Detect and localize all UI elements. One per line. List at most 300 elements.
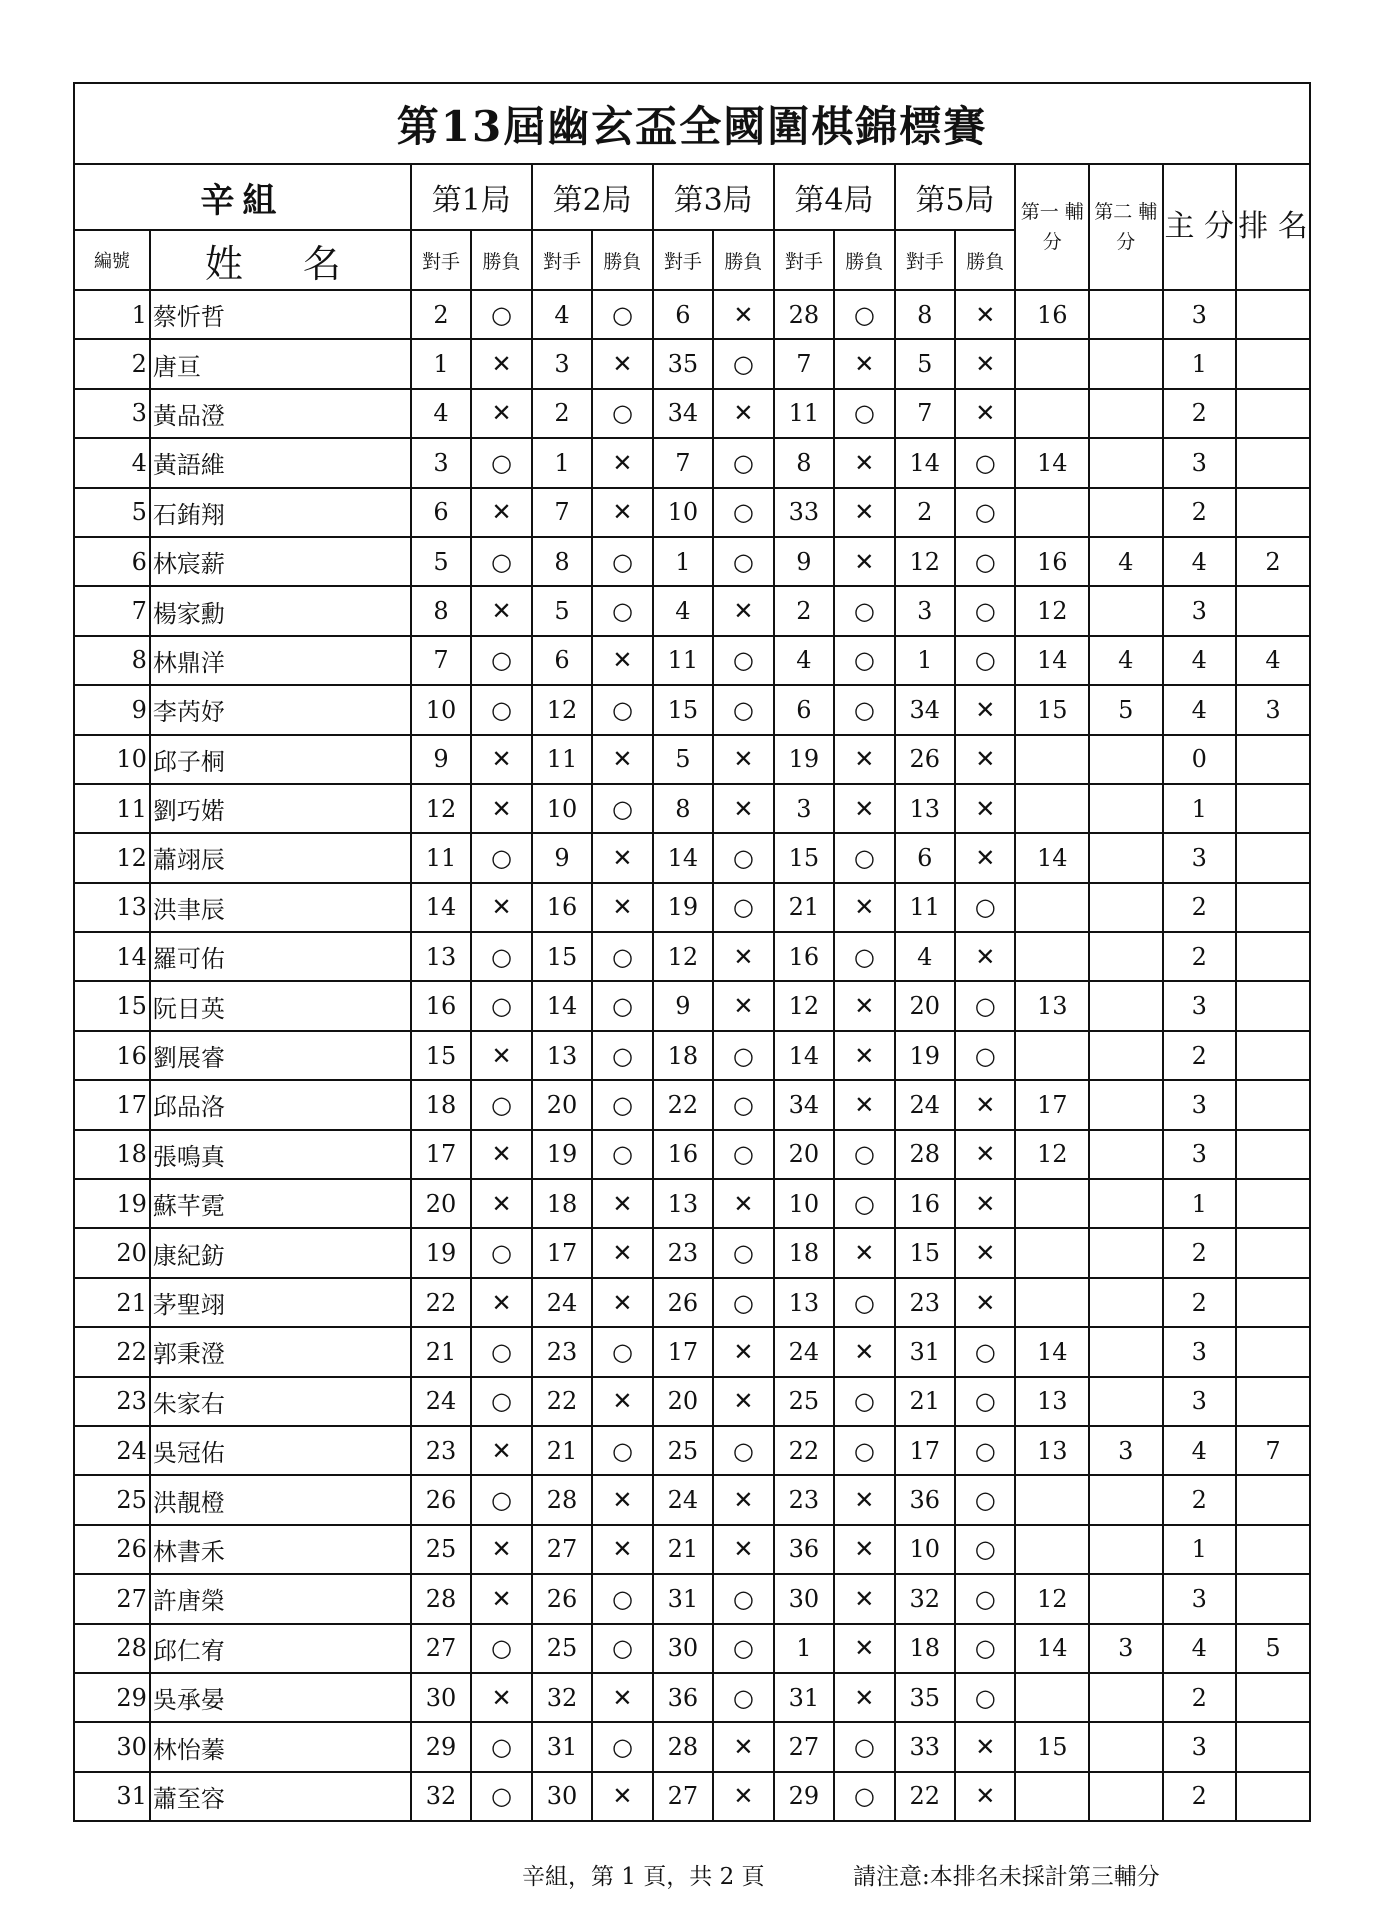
result-mark: ✕ <box>471 586 531 635</box>
table-row <box>74 537 1310 586</box>
result-mark: ✕ <box>592 438 652 487</box>
result-mark: ✕ <box>955 932 1015 981</box>
opponent-cell: 8 <box>411 586 471 635</box>
player-name: 吳承晏 <box>150 1673 411 1722</box>
main-score-cell: 1 <box>1163 1525 1237 1574</box>
player-number: 31 <box>74 1772 150 1821</box>
opponent-cell: 21 <box>774 883 834 932</box>
opponent-cell: 29 <box>774 1772 834 1821</box>
main-score-cell: 3 <box>1163 1130 1237 1179</box>
player-name: 羅可佑 <box>150 932 411 981</box>
aux2-cell <box>1089 1179 1163 1228</box>
opponent-cell: 16 <box>653 1130 713 1179</box>
opponent-cell: 6 <box>774 685 834 734</box>
aux1-cell: 15 <box>1015 1722 1089 1771</box>
result-mark: ○ <box>834 1772 894 1821</box>
result-mark: ○ <box>713 1031 773 1080</box>
name-header: 姓名 <box>150 230 411 290</box>
aux2-cell <box>1089 1475 1163 1524</box>
opponent-cell: 7 <box>774 339 834 388</box>
result-mark: ✕ <box>955 833 1015 882</box>
opponent-cell: 8 <box>774 438 834 487</box>
player-number: 11 <box>74 784 150 833</box>
player-number: 17 <box>74 1080 150 1129</box>
opponent-cell: 25 <box>532 1624 592 1673</box>
result-mark: ✕ <box>834 1673 894 1722</box>
opponent-cell: 22 <box>653 1080 713 1129</box>
result-mark: ✕ <box>955 1228 1015 1277</box>
opponent-cell: 15 <box>411 1031 471 1080</box>
aux1-cell: 12 <box>1015 586 1089 635</box>
table-row <box>74 883 1310 932</box>
opponent-cell: 36 <box>895 1475 955 1524</box>
opponent-cell: 3 <box>774 784 834 833</box>
result-mark: ✕ <box>955 1772 1015 1821</box>
rank-cell <box>1236 1080 1310 1129</box>
table-row <box>74 784 1310 833</box>
aux2-cell <box>1089 883 1163 932</box>
opponent-cell: 28 <box>411 1574 471 1623</box>
opponent-cell: 30 <box>774 1574 834 1623</box>
result-mark: ○ <box>834 636 894 685</box>
result-mark: ○ <box>471 1080 531 1129</box>
opponent-cell: 6 <box>411 488 471 537</box>
main-score-cell: 2 <box>1163 488 1237 537</box>
player-name: 阮日英 <box>150 981 411 1030</box>
result-mark: ✕ <box>834 1525 894 1574</box>
result-mark: ✕ <box>955 784 1015 833</box>
opponent-cell: 6 <box>532 636 592 685</box>
opponent-cell: 14 <box>774 1031 834 1080</box>
player-name: 蕭至容 <box>150 1772 411 1821</box>
player-number: 29 <box>74 1673 150 1722</box>
main-score-cell: 2 <box>1163 1673 1237 1722</box>
opponent-cell: 7 <box>895 389 955 438</box>
aux2-cell <box>1089 1772 1163 1821</box>
result-mark: ○ <box>834 1722 894 1771</box>
opponent-cell: 17 <box>895 1426 955 1475</box>
opponent-cell: 19 <box>411 1228 471 1277</box>
main-score-cell: 3 <box>1163 1080 1237 1129</box>
aux2-cell <box>1089 735 1163 784</box>
player-name: 張鳴真 <box>150 1130 411 1179</box>
player-name: 邱仁宥 <box>150 1624 411 1673</box>
result-mark: ○ <box>471 1772 531 1821</box>
result-mark: ○ <box>955 1574 1015 1623</box>
opponent-cell: 12 <box>895 537 955 586</box>
aux1-cell <box>1015 339 1089 388</box>
result-mark: ✕ <box>471 1673 531 1722</box>
aux1-cell <box>1015 1772 1089 1821</box>
opponent-cell: 25 <box>653 1426 713 1475</box>
result-mark: ○ <box>471 1228 531 1277</box>
rank-header: 排 名 <box>1236 164 1310 290</box>
result-mark: ✕ <box>713 1377 773 1426</box>
opponent-cell: 33 <box>895 1722 955 1771</box>
result-mark: ✕ <box>592 339 652 388</box>
result-mark: ○ <box>592 685 652 734</box>
result-mark: ✕ <box>713 1525 773 1574</box>
opponent-cell: 5 <box>895 339 955 388</box>
aux2-cell <box>1089 339 1163 388</box>
player-number: 14 <box>74 932 150 981</box>
rank-cell <box>1236 981 1310 1030</box>
opponent-cell: 33 <box>774 488 834 537</box>
result-mark: ○ <box>471 1722 531 1771</box>
player-number: 10 <box>74 735 150 784</box>
opponent-cell: 1 <box>411 339 471 388</box>
result-mark: ✕ <box>592 1475 652 1524</box>
opponent-cell: 15 <box>532 932 592 981</box>
opponent-cell: 28 <box>653 1722 713 1771</box>
result-mark: ✕ <box>955 1130 1015 1179</box>
main-score-cell: 3 <box>1163 290 1237 339</box>
result-mark: ✕ <box>471 1031 531 1080</box>
opponent-cell: 11 <box>411 833 471 882</box>
result-mark: ○ <box>713 883 773 932</box>
rank-cell <box>1236 1228 1310 1277</box>
opponent-cell: 13 <box>411 932 471 981</box>
aux1-cell: 14 <box>1015 438 1089 487</box>
player-name: 康紀鈁 <box>150 1228 411 1277</box>
table-row <box>74 1179 1310 1228</box>
rank-cell: 3 <box>1236 685 1310 734</box>
round-header: 第2局 <box>532 164 653 230</box>
player-number: 8 <box>74 636 150 685</box>
result-mark: ○ <box>955 586 1015 635</box>
main-score-cell: 3 <box>1163 438 1237 487</box>
result-mark: ○ <box>471 438 531 487</box>
opponent-cell: 30 <box>532 1772 592 1821</box>
player-number: 2 <box>74 339 150 388</box>
opponent-cell: 22 <box>411 1278 471 1327</box>
opponent-cell: 26 <box>895 735 955 784</box>
result-mark: ✕ <box>834 1574 894 1623</box>
aux1-cell <box>1015 389 1089 438</box>
result-mark: ✕ <box>834 1031 894 1080</box>
opponent-cell: 34 <box>653 389 713 438</box>
opponent-cell: 17 <box>532 1228 592 1277</box>
opponent-cell: 3 <box>411 438 471 487</box>
opponent-cell: 3 <box>532 339 592 388</box>
opponent-cell: 32 <box>895 1574 955 1623</box>
player-number: 15 <box>74 981 150 1030</box>
opponent-cell: 27 <box>411 1624 471 1673</box>
table-row <box>74 1080 1310 1129</box>
aux2-cell <box>1089 438 1163 487</box>
result-mark: ○ <box>955 488 1015 537</box>
aux1-cell: 17 <box>1015 1080 1089 1129</box>
result-mark: ✕ <box>834 1228 894 1277</box>
main-score-cell: 4 <box>1163 1624 1237 1673</box>
result-mark: ○ <box>592 1722 652 1771</box>
opponent-cell: 1 <box>532 438 592 487</box>
table-row <box>74 586 1310 635</box>
player-name: 洪靚橙 <box>150 1475 411 1524</box>
player-name: 林鼎洋 <box>150 636 411 685</box>
aux2-header: 第二 輔分 <box>1089 164 1163 290</box>
opponent-cell: 20 <box>411 1179 471 1228</box>
result-mark: ✕ <box>955 290 1015 339</box>
opponent-cell: 30 <box>411 1673 471 1722</box>
opponent-cell: 18 <box>895 1624 955 1673</box>
result-mark: ○ <box>955 1624 1015 1673</box>
result-mark: ✕ <box>713 735 773 784</box>
player-name: 蕭翊辰 <box>150 833 411 882</box>
result-mark: ✕ <box>471 1130 531 1179</box>
aux1-cell: 13 <box>1015 1377 1089 1426</box>
round-header: 第1局 <box>411 164 532 230</box>
result-mark: ○ <box>471 1475 531 1524</box>
opponent-cell: 7 <box>532 488 592 537</box>
result-mark: ○ <box>592 1327 652 1376</box>
result-mark: ○ <box>834 389 894 438</box>
result-mark: ○ <box>592 1031 652 1080</box>
opponent-cell: 10 <box>653 488 713 537</box>
main-score-cell: 4 <box>1163 685 1237 734</box>
opponent-cell: 26 <box>532 1574 592 1623</box>
result-mark: ○ <box>592 1624 652 1673</box>
result-mark: ○ <box>955 1475 1015 1524</box>
player-number: 24 <box>74 1426 150 1475</box>
player-number: 18 <box>74 1130 150 1179</box>
player-number: 23 <box>74 1377 150 1426</box>
opponent-cell: 35 <box>653 339 713 388</box>
aux2-cell <box>1089 1327 1163 1376</box>
opponent-cell: 11 <box>653 636 713 685</box>
aux2-cell <box>1089 1722 1163 1771</box>
player-number: 19 <box>74 1179 150 1228</box>
result-mark: ○ <box>713 685 773 734</box>
rank-cell <box>1236 586 1310 635</box>
aux2-cell <box>1089 1525 1163 1574</box>
opponent-cell: 35 <box>895 1673 955 1722</box>
table-row <box>74 1624 1310 1673</box>
rank-cell <box>1236 1574 1310 1623</box>
aux1-cell: 13 <box>1015 1426 1089 1475</box>
opponent-cell: 32 <box>532 1673 592 1722</box>
result-mark: ✕ <box>713 290 773 339</box>
player-number: 1 <box>74 290 150 339</box>
table-row <box>74 1475 1310 1524</box>
opponent-cell: 22 <box>532 1377 592 1426</box>
result-mark: ✕ <box>592 1228 652 1277</box>
opponent-cell: 16 <box>895 1179 955 1228</box>
player-number: 12 <box>74 833 150 882</box>
result-mark: ○ <box>955 1031 1015 1080</box>
aux2-cell: 5 <box>1089 685 1163 734</box>
opponent-header: 對手 <box>895 230 955 290</box>
opponent-cell: 21 <box>895 1377 955 1426</box>
opponent-cell: 4 <box>411 389 471 438</box>
result-mark: ○ <box>834 833 894 882</box>
rank-cell <box>1236 1525 1310 1574</box>
opponent-cell: 12 <box>532 685 592 734</box>
opponent-cell: 18 <box>774 1228 834 1277</box>
opponent-cell: 12 <box>774 981 834 1030</box>
result-header: 勝負 <box>955 230 1015 290</box>
ranking-note: 請注意:本排名未採計第三輔分 <box>853 1864 1160 1890</box>
group-label: 辛組 <box>74 164 411 230</box>
opponent-cell: 15 <box>653 685 713 734</box>
opponent-cell: 5 <box>653 735 713 784</box>
opponent-cell: 18 <box>653 1031 713 1080</box>
result-mark: ✕ <box>592 735 652 784</box>
result-mark: ○ <box>955 981 1015 1030</box>
opponent-cell: 14 <box>895 438 955 487</box>
aux1-cell <box>1015 1525 1089 1574</box>
rank-cell <box>1236 389 1310 438</box>
opponent-cell: 19 <box>774 735 834 784</box>
opponent-cell: 5 <box>532 586 592 635</box>
aux1-cell <box>1015 1179 1089 1228</box>
opponent-cell: 4 <box>653 586 713 635</box>
result-mark: ✕ <box>713 1772 773 1821</box>
main-score-cell: 4 <box>1163 1426 1237 1475</box>
result-mark: ✕ <box>592 1179 652 1228</box>
player-name: 劉展睿 <box>150 1031 411 1080</box>
opponent-cell: 28 <box>895 1130 955 1179</box>
result-mark: ✕ <box>955 685 1015 734</box>
opponent-cell: 4 <box>532 290 592 339</box>
opponent-cell: 32 <box>411 1772 471 1821</box>
result-mark: ✕ <box>834 883 894 932</box>
rank-cell <box>1236 1377 1310 1426</box>
opponent-cell: 10 <box>774 1179 834 1228</box>
opponent-cell: 10 <box>895 1525 955 1574</box>
opponent-cell: 8 <box>895 290 955 339</box>
player-name: 洪聿辰 <box>150 883 411 932</box>
result-mark: ○ <box>713 537 773 586</box>
results-sheet <box>73 82 1311 1822</box>
result-header: 勝負 <box>713 230 773 290</box>
table-row <box>74 1327 1310 1376</box>
result-mark: ✕ <box>592 1772 652 1821</box>
aux2-cell <box>1089 1080 1163 1129</box>
result-mark: ✕ <box>713 1327 773 1376</box>
opponent-header: 對手 <box>774 230 834 290</box>
aux2-cell: 3 <box>1089 1426 1163 1475</box>
aux1-cell: 12 <box>1015 1574 1089 1623</box>
rank-cell <box>1236 932 1310 981</box>
player-number: 26 <box>74 1525 150 1574</box>
result-mark: ○ <box>955 1673 1015 1722</box>
player-name: 朱家右 <box>150 1377 411 1426</box>
opponent-cell: 20 <box>895 981 955 1030</box>
opponent-cell: 9 <box>411 735 471 784</box>
aux1-header: 第一 輔分 <box>1015 164 1089 290</box>
result-mark: ✕ <box>471 1179 531 1228</box>
table-row <box>74 290 1310 339</box>
aux2-cell: 4 <box>1089 537 1163 586</box>
opponent-cell: 22 <box>895 1772 955 1821</box>
opponent-cell: 13 <box>774 1278 834 1327</box>
result-mark: ○ <box>592 1080 652 1129</box>
player-number: 3 <box>74 389 150 438</box>
opponent-cell: 17 <box>653 1327 713 1376</box>
aux1-cell <box>1015 488 1089 537</box>
main-score-cell: 1 <box>1163 784 1237 833</box>
result-mark: ○ <box>834 1179 894 1228</box>
opponent-cell: 6 <box>895 833 955 882</box>
aux1-cell: 14 <box>1015 833 1089 882</box>
result-mark: ✕ <box>713 784 773 833</box>
result-mark: ○ <box>834 1278 894 1327</box>
opponent-cell: 23 <box>774 1475 834 1524</box>
result-mark: ✕ <box>713 586 773 635</box>
result-mark: ✕ <box>834 537 894 586</box>
player-number: 30 <box>74 1722 150 1771</box>
aux1-cell: 14 <box>1015 1624 1089 1673</box>
opponent-cell: 23 <box>411 1426 471 1475</box>
aux2-cell <box>1089 586 1163 635</box>
player-name: 茅聖翊 <box>150 1278 411 1327</box>
opponent-cell: 18 <box>411 1080 471 1129</box>
opponent-cell: 20 <box>532 1080 592 1129</box>
result-mark: ✕ <box>834 735 894 784</box>
round-header: 第4局 <box>774 164 895 230</box>
player-number: 5 <box>74 488 150 537</box>
opponent-cell: 9 <box>653 981 713 1030</box>
opponent-cell: 7 <box>411 636 471 685</box>
result-mark: ○ <box>592 1426 652 1475</box>
opponent-cell: 28 <box>532 1475 592 1524</box>
result-mark: ○ <box>955 1327 1015 1376</box>
aux1-cell <box>1015 1278 1089 1327</box>
main-score-header: 主 分 <box>1163 164 1237 290</box>
main-score-cell: 3 <box>1163 981 1237 1030</box>
opponent-cell: 21 <box>653 1525 713 1574</box>
aux2-cell <box>1089 290 1163 339</box>
aux2-cell <box>1089 488 1163 537</box>
result-header: 勝負 <box>592 230 652 290</box>
result-mark: ○ <box>713 488 773 537</box>
result-mark: ○ <box>592 784 652 833</box>
result-mark: ✕ <box>471 735 531 784</box>
main-score-cell: 2 <box>1163 932 1237 981</box>
rank-cell <box>1236 1722 1310 1771</box>
opponent-cell: 27 <box>532 1525 592 1574</box>
result-mark: ○ <box>471 685 531 734</box>
table-row <box>74 438 1310 487</box>
opponent-cell: 1 <box>774 1624 834 1673</box>
rank-cell <box>1236 1278 1310 1327</box>
round-header: 第3局 <box>653 164 774 230</box>
opponent-cell: 1 <box>653 537 713 586</box>
result-mark: ✕ <box>471 1574 531 1623</box>
aux1-cell: 12 <box>1015 1130 1089 1179</box>
aux1-cell: 13 <box>1015 981 1089 1030</box>
aux2-cell: 3 <box>1089 1624 1163 1673</box>
result-mark: ○ <box>713 1228 773 1277</box>
rank-cell <box>1236 488 1310 537</box>
result-mark: ✕ <box>834 1080 894 1129</box>
player-name: 郭秉澄 <box>150 1327 411 1376</box>
opponent-cell: 24 <box>532 1278 592 1327</box>
opponent-cell: 20 <box>653 1377 713 1426</box>
opponent-cell: 13 <box>653 1179 713 1228</box>
result-mark: ✕ <box>471 784 531 833</box>
opponent-cell: 31 <box>774 1673 834 1722</box>
aux1-cell <box>1015 1031 1089 1080</box>
aux1-cell <box>1015 784 1089 833</box>
opponent-cell: 13 <box>532 1031 592 1080</box>
opponent-cell: 28 <box>774 290 834 339</box>
table-row <box>74 1722 1310 1771</box>
main-score-cell: 1 <box>1163 339 1237 388</box>
main-score-cell: 3 <box>1163 1574 1237 1623</box>
result-mark: ○ <box>955 636 1015 685</box>
